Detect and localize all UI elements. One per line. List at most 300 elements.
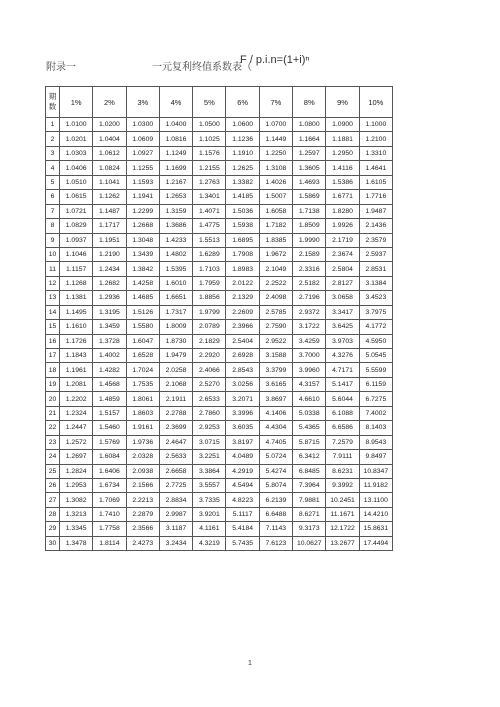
period-cell: 3 [46, 146, 60, 160]
table-row [46, 204, 393, 218]
factor-cell: 1.0510 [60, 175, 93, 189]
factor-cell: 3.6425 [326, 320, 359, 334]
factor-cell: 1.7024 [126, 363, 159, 377]
factor-cell: 1.0609 [126, 132, 159, 146]
factor-cell: 2.7196 [293, 291, 326, 305]
factor-cell: 1.1449 [259, 132, 292, 146]
factor-cell: 1.0201 [60, 132, 93, 146]
factor-cell: 1.8509 [293, 219, 326, 233]
factor-cell: 2.0789 [193, 320, 226, 334]
factor-cell: 1.5386 [326, 175, 359, 189]
factor-cell: 1.2100 [359, 132, 392, 146]
table-row [46, 132, 393, 146]
factor-cell: 2.2788 [159, 406, 192, 420]
table-row [46, 363, 393, 377]
factor-cell: 1.0927 [126, 146, 159, 160]
factor-cell: 1.2250 [259, 146, 292, 160]
factor-cell: 1.5460 [93, 421, 126, 435]
factor-cell: 2.3316 [293, 262, 326, 276]
factor-cell: 5.4274 [259, 464, 292, 478]
factor-cell: 1.1951 [93, 233, 126, 247]
factor-cell: 2.0258 [159, 363, 192, 377]
factor-cell: 11.1671 [326, 507, 359, 521]
period-cell: 19 [46, 377, 60, 391]
factor-cell: 4.1406 [259, 406, 292, 420]
period-cell: 20 [46, 392, 60, 406]
factor-cell: 5.4184 [226, 522, 259, 536]
factor-cell: 1.9990 [293, 233, 326, 247]
factor-cell: 1.6084 [93, 450, 126, 464]
period-cell: 28 [46, 507, 60, 521]
period-header: 期 数 [46, 87, 60, 118]
period-cell: 4 [46, 161, 60, 175]
factor-cell: 3.0715 [193, 435, 226, 449]
factor-cell: 7.6123 [259, 536, 292, 550]
factor-cell: 8.6271 [293, 507, 326, 521]
rate-header: 1% [60, 87, 93, 118]
factor-cell: 1.3605 [293, 161, 326, 175]
factor-cell: 1.2682 [93, 276, 126, 290]
factor-cell: 1.6895 [226, 233, 259, 247]
factor-cell: 2.2920 [193, 349, 226, 363]
rate-header: 5% [193, 87, 226, 118]
factor-cell: 1.8856 [193, 291, 226, 305]
factor-cell: 3.3996 [226, 406, 259, 420]
period-cell: 12 [46, 276, 60, 290]
period-cell: 8 [46, 219, 60, 233]
period-cell: 10 [46, 247, 60, 261]
factor-cell: 3.9703 [326, 334, 359, 348]
period-cell: 2 [46, 132, 60, 146]
factor-cell: 1.6105 [359, 175, 392, 189]
factor-cell: 1.2597 [293, 146, 326, 160]
factor-cell: 3.5557 [193, 478, 226, 492]
factor-cell: 3.3864 [193, 464, 226, 478]
factor-cell: 3.6165 [259, 377, 292, 391]
factor-cell: 1.1487 [93, 204, 126, 218]
factor-cell: 2.5633 [159, 450, 192, 464]
factor-cell: 2.2522 [259, 276, 292, 290]
factor-cell: 17.4494 [359, 536, 392, 550]
factor-cell: 3.3799 [259, 363, 292, 377]
factor-cell: 15.8631 [359, 522, 392, 536]
factor-cell: 1.6058 [259, 204, 292, 218]
factor-cell: 9.3992 [326, 478, 359, 492]
factor-cell: 1.2697 [60, 450, 93, 464]
factor-cell: 1.1262 [93, 190, 126, 204]
factor-cell: 5.0724 [259, 450, 292, 464]
factor-cell: 1.3459 [93, 320, 126, 334]
period-cell: 16 [46, 334, 60, 348]
factor-cell: 1.6734 [93, 478, 126, 492]
table-row [46, 219, 393, 233]
factor-cell: 1.4802 [159, 247, 192, 261]
factor-cell: 2.2879 [126, 507, 159, 521]
factor-cell: 1.0400 [159, 118, 192, 132]
factor-cell: 1.9926 [326, 219, 359, 233]
factor-cell: 5.4365 [293, 421, 326, 435]
factor-cell: 1.6047 [126, 334, 159, 348]
factor-cell: 1.1843 [60, 349, 93, 363]
factor-cell: 1.2447 [60, 421, 93, 435]
factor-cell: 1.7908 [226, 247, 259, 261]
factor-cell: 1.6771 [326, 190, 359, 204]
factor-cell: 1.7069 [93, 493, 126, 507]
table-row [46, 435, 393, 449]
factor-cell: 2.9253 [193, 421, 226, 435]
rate-header: 4% [159, 87, 192, 118]
factor-cell: 1.0900 [326, 118, 359, 132]
rate-header: 3% [126, 87, 159, 118]
factor-cell: 8.9543 [359, 435, 392, 449]
period-cell: 14 [46, 305, 60, 319]
factor-cell: 1.7716 [359, 190, 392, 204]
period-cell: 18 [46, 363, 60, 377]
compound-interest-table [45, 86, 393, 551]
table-row [46, 291, 393, 305]
table-row [46, 190, 393, 204]
period-cell: 23 [46, 435, 60, 449]
factor-cell: 1.4775 [193, 219, 226, 233]
factor-cell: 5.1417 [326, 377, 359, 391]
factor-cell: 1.0816 [159, 132, 192, 146]
factor-cell: 1.3439 [126, 247, 159, 261]
factor-cell: 1.3345 [60, 522, 93, 536]
factor-cell: 2.5804 [326, 262, 359, 276]
table-row [46, 146, 393, 160]
factor-cell: 3.0256 [226, 377, 259, 391]
factor-cell: 4.1772 [359, 320, 392, 334]
table-row [46, 320, 393, 334]
factor-cell: 2.7590 [259, 320, 292, 334]
factor-cell: 4.5950 [359, 334, 392, 348]
factor-cell: 2.6533 [193, 392, 226, 406]
factor-cell: 2.9987 [159, 507, 192, 521]
period-cell: 27 [46, 493, 60, 507]
factor-cell: 1.3686 [159, 219, 192, 233]
factor-cell: 1.7758 [93, 522, 126, 536]
factor-cell: 1.2625 [226, 161, 259, 175]
factor-cell: 3.7975 [359, 305, 392, 319]
factor-cell: 1.5769 [93, 435, 126, 449]
factor-cell: 1.4568 [93, 377, 126, 391]
factor-cell: 1.8385 [259, 233, 292, 247]
factor-cell: 7.9111 [326, 450, 359, 464]
factor-cell: 1.8009 [159, 320, 192, 334]
factor-cell: 10.8347 [359, 464, 392, 478]
factor-cell: 1.7182 [259, 219, 292, 233]
factor-cell: 1.2202 [60, 392, 93, 406]
factor-cell: 3.8197 [226, 435, 259, 449]
factor-cell: 1.4258 [126, 276, 159, 290]
factor-cell: 13.2677 [326, 536, 359, 550]
factor-cell: 2.8531 [359, 262, 392, 276]
table-row [46, 507, 393, 521]
factor-cell: 1.3213 [60, 507, 93, 521]
factor-cell: 1.2936 [93, 291, 126, 305]
factor-cell: 7.3964 [293, 478, 326, 492]
factor-cell: 1.2824 [60, 464, 93, 478]
period-cell: 21 [46, 406, 60, 420]
factor-cell: 1.9736 [126, 435, 159, 449]
table-row [46, 392, 393, 406]
period-cell: 29 [46, 522, 60, 536]
factor-cell: 1.4233 [159, 233, 192, 247]
factor-cell: 6.1159 [359, 377, 392, 391]
period-cell: 17 [46, 349, 60, 363]
factor-cell: 1.1000 [359, 118, 392, 132]
factor-cell: 1.1941 [126, 190, 159, 204]
period-cell: 15 [46, 320, 60, 334]
period-cell: 1 [46, 118, 60, 132]
period-cell: 26 [46, 478, 60, 492]
factor-cell: 4.4304 [259, 421, 292, 435]
factor-cell: 2.5937 [359, 247, 392, 261]
factor-cell: 2.4273 [126, 536, 159, 550]
factor-cell: 1.5869 [293, 190, 326, 204]
factor-cell: 1.2653 [159, 190, 192, 204]
factor-cell: 1.6528 [126, 349, 159, 363]
factor-cell: 13.1100 [359, 493, 392, 507]
table-row [46, 464, 393, 478]
factor-cell: 1.6289 [193, 247, 226, 261]
factor-cell: 1.2950 [326, 146, 359, 160]
factor-cell: 3.0658 [326, 291, 359, 305]
factor-cell: 10.2451 [326, 493, 359, 507]
factor-cell: 1.1381 [60, 291, 93, 305]
rate-header: 10% [359, 87, 392, 118]
factor-cell: 4.3157 [293, 377, 326, 391]
table-row [46, 247, 393, 261]
factor-cell: 3.3417 [326, 305, 359, 319]
factor-cell: 1.7959 [193, 276, 226, 290]
formula: F / p.i.n=(1+i)ⁿ [240, 54, 310, 66]
factor-cell: 1.1664 [293, 132, 326, 146]
factor-cell: 1.0612 [93, 146, 126, 160]
factor-cell: 1.1726 [60, 334, 93, 348]
factor-cell: 1.8603 [126, 406, 159, 420]
factor-cell: 1.8730 [159, 334, 192, 348]
factor-cell: 1.1255 [126, 161, 159, 175]
factor-cell: 6.3412 [293, 450, 326, 464]
factor-cell: 9.8497 [359, 450, 392, 464]
factor-cell: 2.2213 [126, 493, 159, 507]
factor-cell: 4.6610 [293, 392, 326, 406]
factor-cell: 1.0303 [60, 146, 93, 160]
factor-cell: 1.2763 [193, 175, 226, 189]
factor-cell: 1.5513 [193, 233, 226, 247]
factor-cell: 2.0938 [126, 464, 159, 478]
factor-cell: 2.1719 [326, 233, 359, 247]
factor-cell: 6.2139 [259, 493, 292, 507]
table-row [46, 536, 393, 550]
factor-cell: 1.7138 [293, 204, 326, 218]
factor-cell: 1.3310 [359, 146, 392, 160]
factor-cell: 4.7405 [259, 435, 292, 449]
factor-cell: 1.1495 [60, 305, 93, 319]
factor-cell: 2.2609 [226, 305, 259, 319]
factor-cell: 1.2324 [60, 406, 93, 420]
factor-cell: 1.4693 [293, 175, 326, 189]
factor-cell: 1.5580 [126, 320, 159, 334]
period-cell: 11 [46, 262, 60, 276]
factor-cell: 5.6044 [326, 392, 359, 406]
factor-cell: 2.1566 [126, 478, 159, 492]
factor-cell: 5.8074 [259, 478, 292, 492]
factor-cell: 1.1961 [60, 363, 93, 377]
factor-cell: 2.1049 [259, 262, 292, 276]
factor-cell: 1.4071 [193, 204, 226, 218]
factor-cell: 1.1593 [126, 175, 159, 189]
factor-cell: 1.7317 [159, 305, 192, 319]
factor-cell: 4.2919 [226, 464, 259, 478]
factor-cell: 1.4026 [259, 175, 292, 189]
factor-cell: 3.1384 [359, 276, 392, 290]
factor-cell: 2.1068 [159, 377, 192, 391]
factor-cell: 4.8223 [226, 493, 259, 507]
factor-cell: 2.5182 [293, 276, 326, 290]
factor-cell: 3.4523 [359, 291, 392, 305]
factor-cell: 1.9479 [159, 349, 192, 363]
factor-cell: 10.0627 [293, 536, 326, 550]
factor-cell: 1.2167 [159, 175, 192, 189]
factor-cell: 1.8280 [326, 204, 359, 218]
factor-cell: 6.1088 [326, 406, 359, 420]
factor-cell: 1.9487 [359, 204, 392, 218]
table-body [46, 118, 393, 551]
factor-cell: 3.9960 [293, 363, 326, 377]
factor-cell: 1.1610 [60, 320, 93, 334]
factor-cell: 7.2579 [326, 435, 359, 449]
table-row [46, 522, 393, 536]
factor-cell: 1.2953 [60, 478, 93, 492]
factor-cell: 1.1025 [193, 132, 226, 146]
factor-cell: 1.9161 [126, 421, 159, 435]
factor-cell: 5.1117 [226, 507, 259, 521]
table-row [46, 377, 393, 391]
factor-cell: 2.3966 [226, 320, 259, 334]
factor-cell: 1.0824 [93, 161, 126, 175]
factor-cell: 1.3082 [60, 493, 93, 507]
factor-cell: 5.0338 [293, 406, 326, 420]
factor-cell: 2.5270 [193, 377, 226, 391]
factor-cell: 1.5938 [226, 219, 259, 233]
factor-cell: 1.1236 [226, 132, 259, 146]
factor-cell: 3.6035 [226, 421, 259, 435]
factor-cell: 1.4859 [93, 392, 126, 406]
factor-cell: 1.1717 [93, 219, 126, 233]
factor-cell: 1.0500 [193, 118, 226, 132]
factor-cell: 1.5157 [93, 406, 126, 420]
factor-cell: 2.0122 [226, 276, 259, 290]
factor-cell: 14.4210 [359, 507, 392, 521]
table-row [46, 161, 393, 175]
factor-cell: 1.9672 [259, 247, 292, 261]
factor-cell: 3.2071 [226, 392, 259, 406]
factor-cell: 3.2434 [159, 536, 192, 550]
period-cell: 25 [46, 464, 60, 478]
factor-cell: 2.1829 [193, 334, 226, 348]
rate-header: 6% [226, 87, 259, 118]
table-row [46, 349, 393, 363]
rate-header: 7% [259, 87, 292, 118]
rate-header: 9% [326, 87, 359, 118]
factor-cell: 1.2299 [126, 204, 159, 218]
table-row [46, 450, 393, 464]
factor-cell: 1.2081 [60, 377, 93, 391]
factor-cell: 1.0615 [60, 190, 93, 204]
table-row [46, 175, 393, 189]
header-row [46, 87, 393, 118]
factor-cell: 2.7860 [193, 406, 226, 420]
factor-cell: 1.0700 [259, 118, 292, 132]
factor-cell: 1.0937 [60, 233, 93, 247]
factor-cell: 6.6586 [326, 421, 359, 435]
factor-cell: 1.7410 [93, 507, 126, 521]
factor-cell: 1.1910 [226, 146, 259, 160]
factor-cell: 5.7435 [226, 536, 259, 550]
factor-cell: 2.4647 [159, 435, 192, 449]
table-row [46, 276, 393, 290]
factor-cell: 1.3401 [193, 190, 226, 204]
factor-cell: 2.4098 [259, 291, 292, 305]
factor-cell: 1.3478 [60, 536, 93, 550]
factor-cell: 6.8485 [293, 464, 326, 478]
factor-cell: 1.4002 [93, 349, 126, 363]
factor-cell: 1.4685 [126, 291, 159, 305]
table-row [46, 334, 393, 348]
factor-cell: 1.2190 [93, 247, 126, 261]
factor-cell: 1.9799 [193, 305, 226, 319]
factor-cell: 1.4185 [226, 190, 259, 204]
factor-cell: 2.6658 [159, 464, 192, 478]
factor-cell: 3.8697 [259, 392, 292, 406]
factor-cell: 3.1588 [259, 349, 292, 363]
table-row [46, 406, 393, 420]
factor-cell: 4.5494 [226, 478, 259, 492]
factor-cell: 1.0100 [60, 118, 93, 132]
factor-cell: 1.1157 [60, 262, 93, 276]
factor-cell: 3.2251 [193, 450, 226, 464]
factor-cell: 12.1722 [326, 522, 359, 536]
factor-cell: 1.3842 [126, 262, 159, 276]
table-row [46, 493, 393, 507]
factor-cell: 2.9522 [259, 334, 292, 348]
factor-cell: 1.5007 [259, 190, 292, 204]
factor-cell: 2.1589 [293, 247, 326, 261]
factor-cell: 1.8061 [126, 392, 159, 406]
factor-cell: 6.6488 [259, 507, 292, 521]
factor-cell: 2.1436 [359, 219, 392, 233]
factor-cell: 1.6010 [159, 276, 192, 290]
factor-cell: 1.5036 [226, 204, 259, 218]
factor-cell: 2.3674 [326, 247, 359, 261]
factor-cell: 1.0600 [226, 118, 259, 132]
factor-cell: 7.1143 [259, 522, 292, 536]
factor-cell: 1.8983 [226, 262, 259, 276]
factor-cell: 1.2434 [93, 262, 126, 276]
factor-cell: 1.4282 [93, 363, 126, 377]
factor-cell: 11.9182 [359, 478, 392, 492]
factor-cell: 7.9881 [293, 493, 326, 507]
factor-cell: 1.2572 [60, 435, 93, 449]
table-title: 一元复利终值系数表（ [152, 62, 252, 73]
factor-cell: 3.1187 [159, 522, 192, 536]
factor-cell: 4.1161 [193, 522, 226, 536]
period-cell: 6 [46, 190, 60, 204]
factor-cell: 2.1329 [226, 291, 259, 305]
factor-cell: 1.7103 [193, 262, 226, 276]
